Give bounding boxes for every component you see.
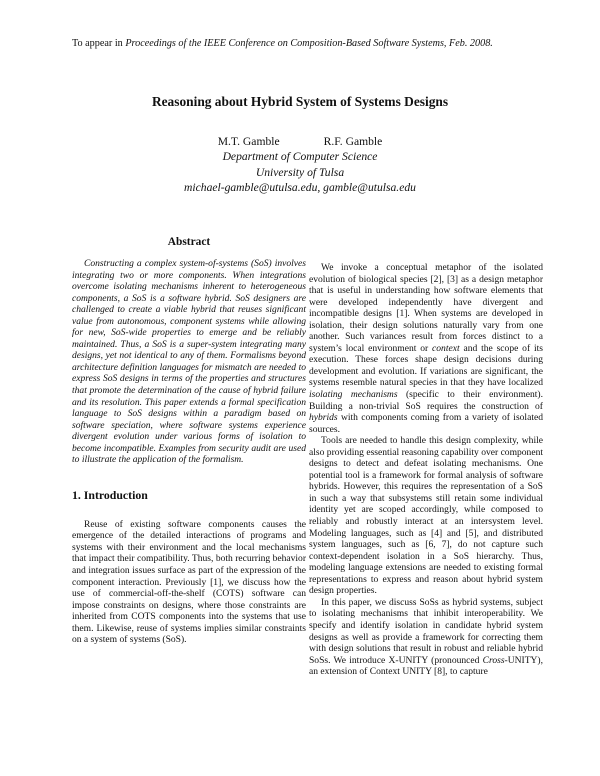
introduction-heading: 1. Introduction	[72, 487, 148, 502]
p3-term-cross: Cross	[482, 654, 505, 666]
p1-term-isolating: isolating mechanisms	[309, 389, 398, 401]
author-2: R.F. Gamble	[323, 135, 383, 148]
p1-text-b: and the scope of its execution. These forces shape design decisions during development and evolution. If variations are significant, the systems resemble natural species in that they have localized	[309, 342, 543, 389]
author-block	[0, 134, 600, 196]
p1-text-a: We invoke a conceptual metaphor of the isolated evolution of biological species [2], [3] as a design metaphor that is useful in understanding how software elements that were developed independently have divergent and incompatible designs [1]. When systems are developed in isolation, their design solutions naturally vary from one another. Such variances result from forces distinct to a system’s local environment or	[309, 262, 543, 354]
p1-term-hybrids: hybrids	[309, 412, 338, 424]
author-names	[0, 134, 600, 149]
p1-text-c: (specific to their environment). Building a non-trivial SoS requires the construction of	[309, 389, 543, 412]
title-block	[0, 94, 600, 196]
p1-term-context: context	[432, 342, 460, 354]
right-paragraph-2: Tools are needed to handle this design complexity, while also providing essential reasoning capability over component designs to detect and defeat isolating mechanisms. One potential tool is a framework for formal analysis of software hybrids. However, this requires the representation of a SoS in such a way that subsystems still retain some individual identity yet are scoped accordingly, while composed to reliably and robustly interact at an intersystem level. Modeling languages, such as [4] and [5], and distributed system languages, such as [6, 7], do not capture such context-dependent isolation in a SoS hierarchy. Thus, modeling language extensions are needed to existing formal representations to express and reason about hybrid system design properties.	[309, 435, 543, 597]
publication-note	[72, 38, 493, 49]
right-paragraph-3	[309, 597, 543, 678]
p3-text-b: -UNITY), an extension of Context UNITY [8], to capture	[309, 654, 543, 678]
publication-venue: Proceedings of the IEEE Conference on Composition-Based Software Systems, Feb. 2008.	[125, 38, 493, 49]
author-1: M.T. Gamble	[217, 135, 280, 148]
abstract-heading: Abstract	[167, 236, 211, 248]
left-column	[72, 236, 306, 646]
abstract-text: Constructing a complex system-of-systems (SoS) involves integrating two or more components. When integrations overcome isolating mechanisms inherent to heterogeneous components, a SoS is a software hybrid. SoS designers are challenged to create a viable hybrid that reuses significant value from autonomous, component systems while allowing for new, SoS-wide properties to emerge and be reliably maintained. Thus, a SoS is a super-system integrating many designs, yet not identical to any of them. Formalisms beyond architecture definition languages for mismatch are needed to express SoS designs in terms of the properties and structures that promote the determination of the cause of hybrid failure and its resolution. This paper extends a formal specification language to SoS designs within a paradigm based on software speciation, where software systems experience divergent evolution under various forms of isolation to become incompatible. Examples from security audit are used to illustrate the application of the formalism.	[72, 258, 306, 466]
p3-text-a: In this paper, we discuss SoSs as hybrid systems, subject to isolating mechanisms that inhibit interoperability. We specify and identify isolation in candidate hybrid system designs as well as provide a framework for correcting them with design solutions that result in robust and reliable hybrid SoSs. We introduce X-UNITY (pronounced	[309, 596, 543, 666]
right-paragraph-1	[309, 262, 543, 435]
author-emails: michael-gamble@utulsa.edu, gamble@utulsa.edu	[184, 181, 416, 195]
university: University of Tulsa	[255, 165, 345, 179]
p1-text-d: with components coming from a variety of isolated sources.	[309, 412, 543, 435]
publication-note-prefix: To appear in	[72, 38, 126, 49]
right-column	[309, 262, 543, 678]
department: Department of Computer Science	[222, 150, 378, 164]
paper-title: Reasoning about Hybrid System of Systems Designs	[151, 94, 449, 109]
introduction-paragraph: Reuse of existing software components causes the emergence of the detailed interactions of programs and systems with their environment and the local mechanisms that impact their compatibility. Thus, both recurring behavior and integration issues surface as part of the expression of the component interaction. Previously [1], we discuss how the use of commercial-off-the-shelf (COTS) software can impose constraints on designs, where those constraints are inherited from COTS components into the systems that use them. Likewise, reuse of systems implies similar constraints on a system of systems (SoS).	[72, 518, 306, 646]
